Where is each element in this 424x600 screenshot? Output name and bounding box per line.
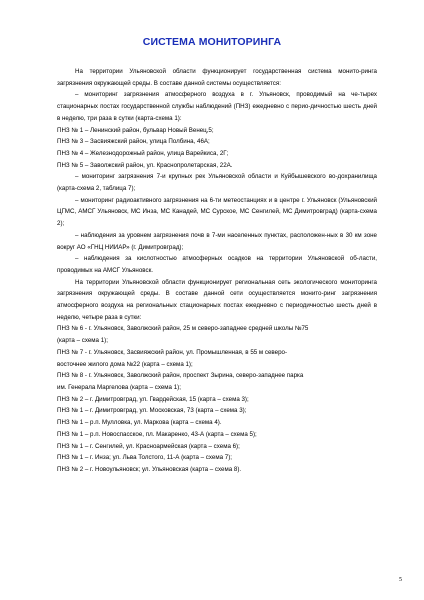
regional-post-continuation: им. Генерала Маргелова (карта – схема 1); [57, 383, 181, 391]
page-number: 5 [399, 577, 402, 583]
pnz-item: ПНЗ № 4 – Железнодорожный район, улица Варейкиса, 2Г; [57, 149, 229, 157]
regional-post-item: ПНЗ № 1 – р.п. Новоспасское, пл. Макаренко, 43-А (карта – схема 5); [57, 430, 257, 438]
pnz-item: ПНЗ № 3 – Засвияжский район, улица Полбина, 46А; [57, 138, 210, 146]
regional-post-item: ПНЗ № 6 - г. Ульяновск, Заволжский район, 25 м северо-западнее средней школы №75 [57, 325, 309, 333]
regional-post-item: ПНЗ № 2 – г. Димитровград, ул. Гвардейская, 15 (карта – схема 3); [57, 395, 249, 403]
bullet-soil: – наблюдения за уровнем загрязнения почв в 7-ми населенных пунктах, расположен-ных в 30 км зоне вокруг АО «ГНЦ НИИАР» (г. Димитровград); [57, 231, 377, 251]
pnz-item: ПНЗ № 1 – Ленинский район, бульвар Новый Венец,5; [57, 126, 214, 134]
regional-post-item: ПНЗ № 1 – г. Инза; ул. Льва Толстого, 11-А (карта – схема 7); [57, 454, 233, 462]
regional-post-item: ПНЗ № 1 – р.п. Мулловка, ул. Маркова (карта – схема 4). [57, 419, 222, 427]
bullet-radioactive: – мониторинг радиоактивного загрязнения на 6-ти метеостанциях и в центре г. Ульяновск (Ульяновский ЦГМС, АМСГ Ульяновск, МС Инза, МС Канадей, МС Сурское, МС Сенгилей, МС Димитровград) (карта-схема 2); [57, 196, 377, 228]
document-body [57, 66, 377, 476]
bullet-air-monitoring: – мониторинг загрязнения атмосферного воздуха в г. Ульяновск, проводимый на че-тырех стационарных постах государственной службы наблюдений (ПНЗ) ежедневно с перио-дичностью шесть дней в неделю, три раза в сутки (карта-схема 1): [57, 91, 377, 122]
regional-post-item: ПНЗ № 1 – г. Сенгилей, ул. Красноармейская (карта – схема 6); [57, 442, 240, 450]
regional-post-continuation: восточнее жилого дома №22 (карта – схема 1); [57, 360, 193, 368]
regional-post-continuation: (карта – схема 1); [57, 337, 108, 345]
intro-paragraph: На территории Ульяновской области функционирует государственная система монито-ринга загрязнения окружающей среды. В составе данной системы осуществляется: [57, 68, 377, 87]
regional-network-paragraph: На территории Ульяновской области функционирует региональная сеть экологического мониторинга загрязнения окружающей среды. В составе данной сети осуществляется монито-ринг загрязнения атмосферного воздуха на региональных стационарных постах ежедневно с периодичностью шесть дней в неделю, четыре раза в сутки: [57, 278, 377, 321]
regional-post-item: ПНЗ № 1 – г. Димитровград, ул. Московская, 73 (карта – схема 3); [57, 407, 247, 415]
regional-post-item: ПНЗ № 8 - г. Ульяновск, Заволжский район, проспект Зырина, северо-западнее парка [57, 372, 304, 380]
regional-post-item: ПНЗ № 2 – г. Новоульяновск; ул. Ульяновская (карта – схема 8). [57, 465, 242, 473]
regional-post-item: ПНЗ № 7 - г. Ульяновск, Засвияжский район, ул. Промышленная, в 55 м северо- [57, 348, 288, 356]
bullet-rivers: – мониторинг загрязнения 7-и крупных рек Ульяновской области и Куйбышевского во-дохранилища (карта-схема 2, таблица 7); [57, 173, 377, 193]
pnz-item: ПНЗ № 5 – Заволжский район, ул. Краснопролетарская, 22А. [57, 161, 233, 169]
page-title: СИСТЕМА МОНИТОРИНГА [142, 36, 282, 48]
bullet-precipitation: – наблюдения за кислотностью атмосферных осадков на территории Ульяновской об-ласти, проводимых на АМСГ Ульяновск. [57, 255, 377, 274]
